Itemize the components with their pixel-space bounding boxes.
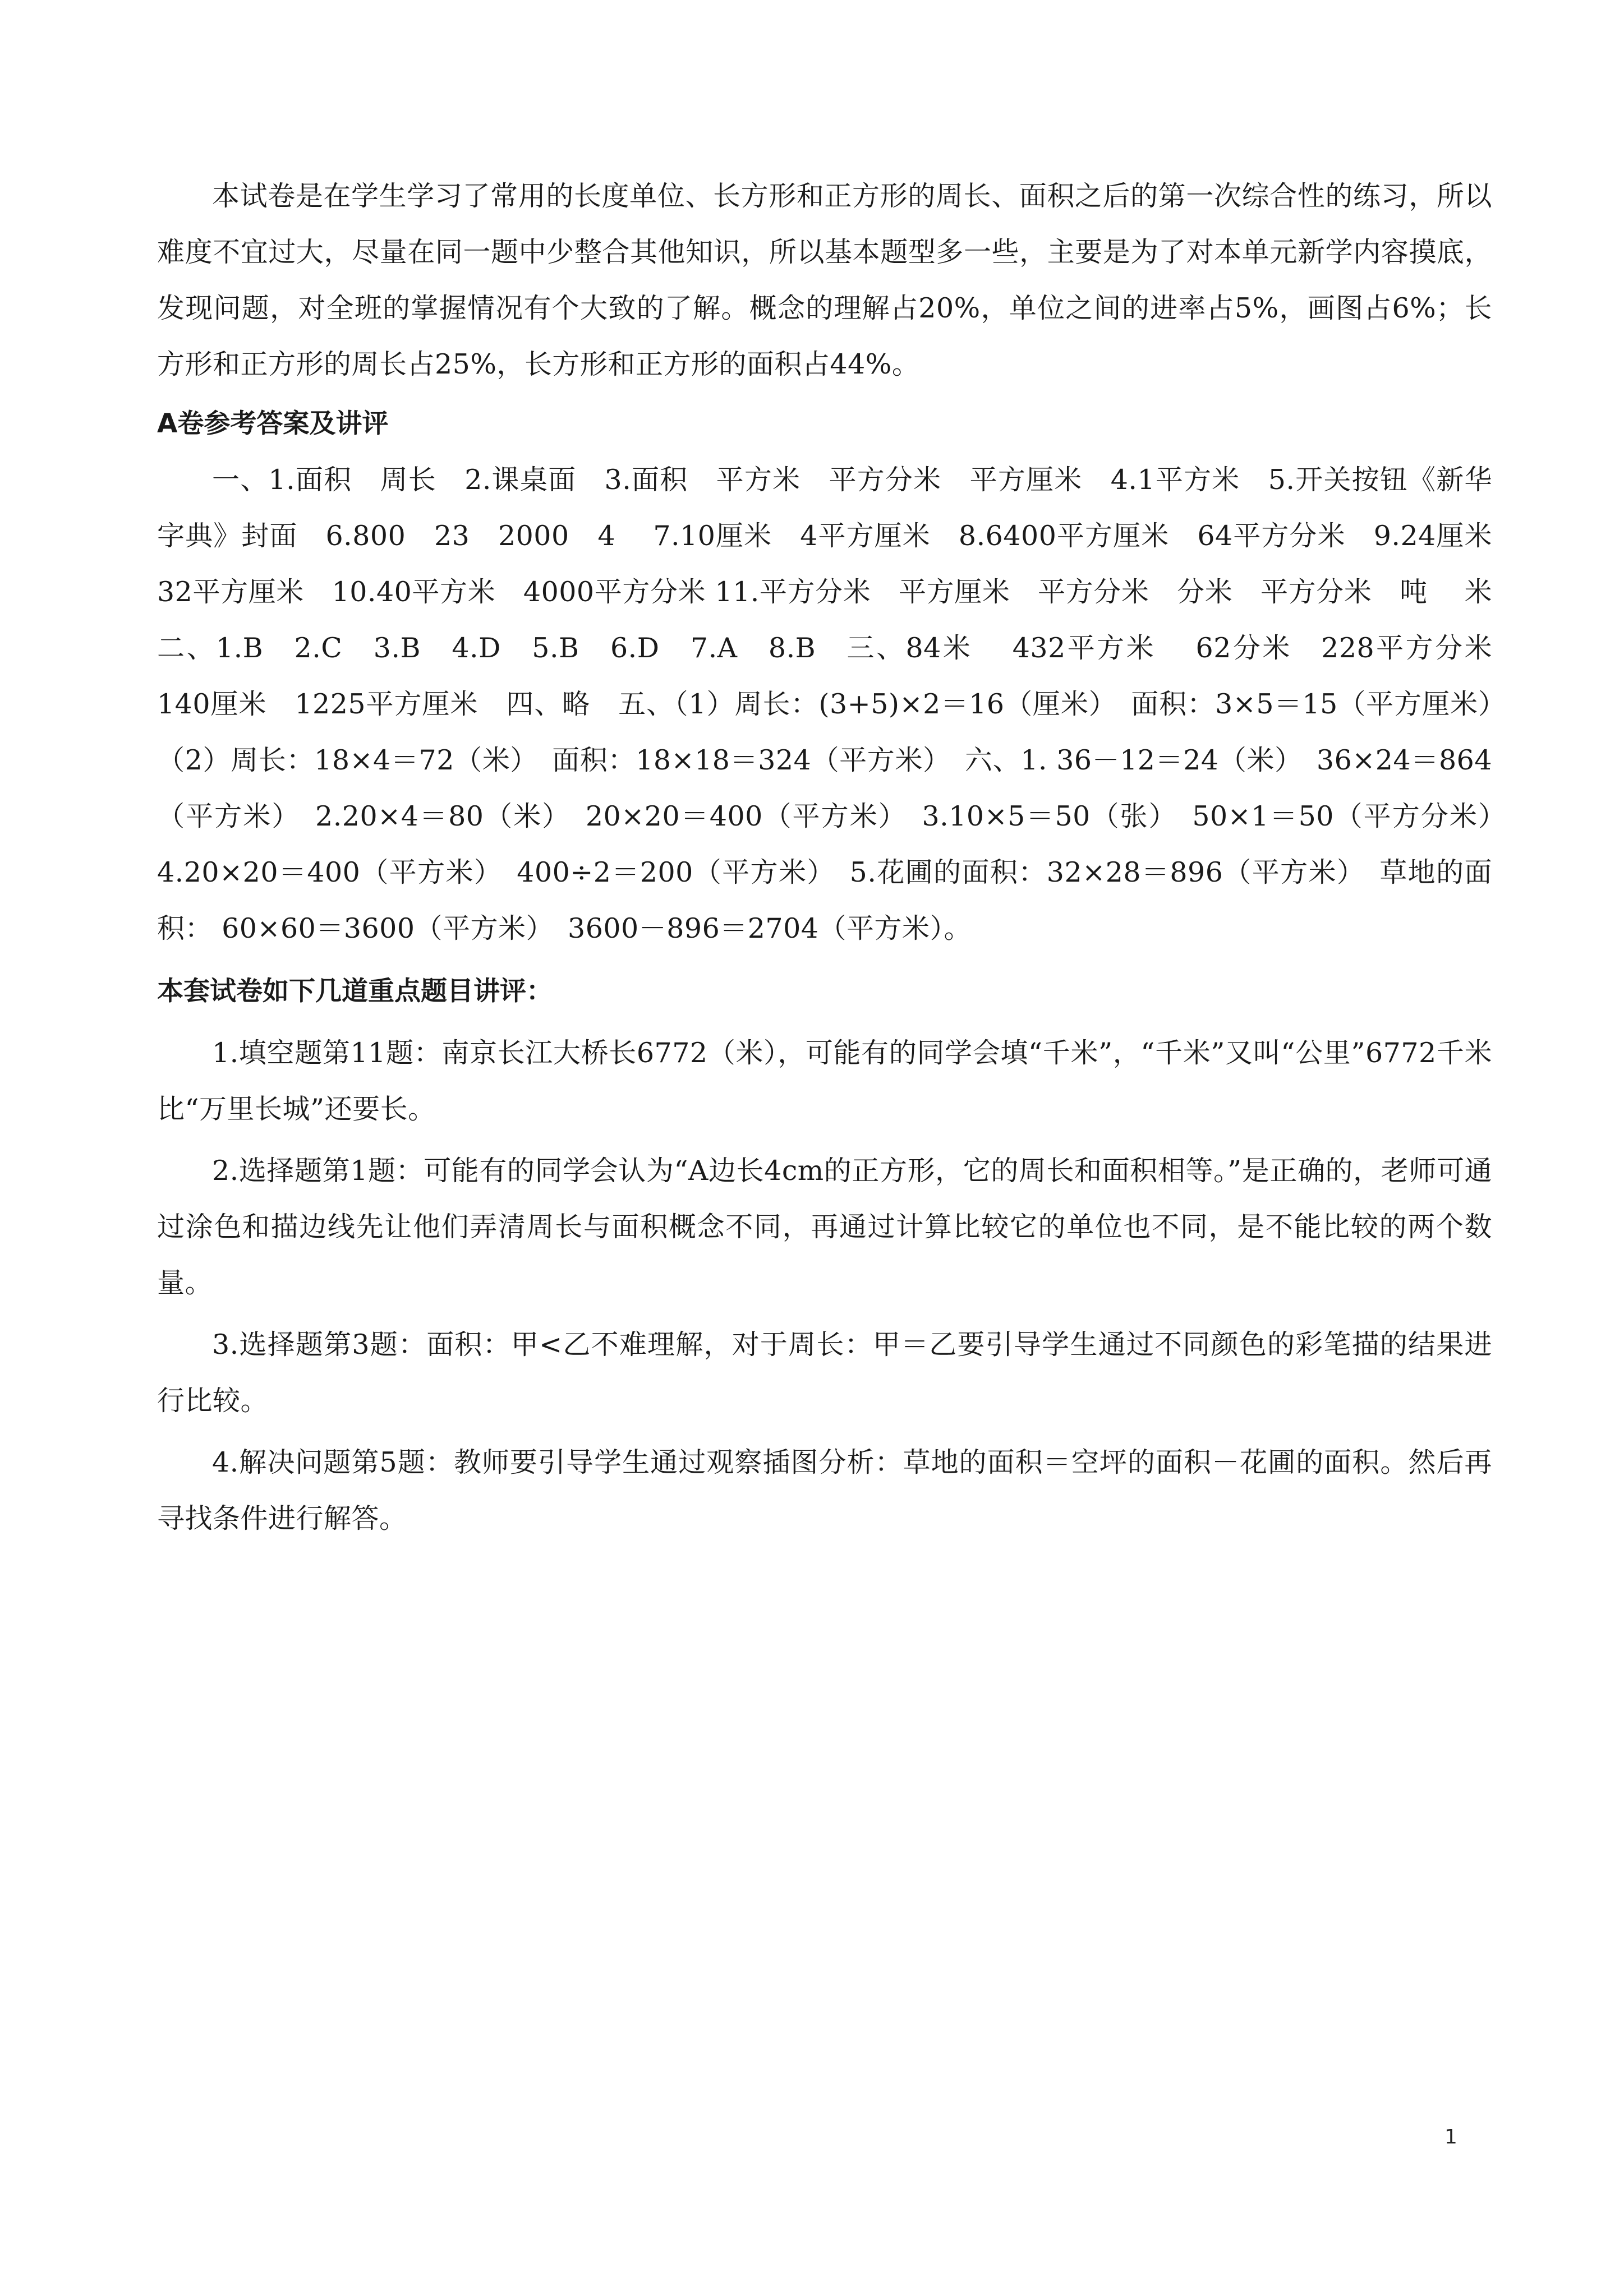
answer-heading: A卷参考答案及讲评 (157, 408, 389, 439)
review-item-3: 3.选择题第3题：面积：甲<乙不难理解，对于周长：甲＝乙要引导学生通过不同颜色的彩笔描的结果进行比较。 (157, 1329, 1492, 1417)
review-item-1: 1.填空题第11题：南京长江大桥长6772（米），可能有的同学会填“千米”，“千米”又叫“公里”6772千米比“万里长城”还要长。 (157, 1037, 1492, 1125)
page-number: 1 (1444, 2126, 1457, 2149)
intro-paragraph: 本试卷是在学生学习了常用的长度单位、长方形和正方形的周长、面积之后的第一次综合性的练习，所以难度不宜过大，尽量在同一题中少整合其他知识，所以基本题型多一些，主要是为了对本单元新学内容摸底，发现问题，对全班的掌握情况有个大致的了解。概念的理解占20%，单位之间的进率占5%，画图占6%；长方形和正方形的周长占25%，长方形和正方形的面积占44%。 (157, 180, 1492, 380)
review-item-4: 4.解决问题第5题：教师要引导学生通过观察插图分析：草地的面积＝空坪的面积－花圃的面积。然后再寻找条件进行解答。 (157, 1446, 1492, 1534)
document-body (157, 168, 1520, 1552)
review-heading: 本套试卷如下几道重点题目讲评： (157, 976, 553, 1007)
review-item-2: 2.选择题第1题：可能有的同学会认为“A边长4cm的正方形，它的周长和面积相等。”是正确的，老师可通过涂色和描边线先让他们弄清周长与面积概念不同，再通过计算比较它的单位也不同，是不能比较的两个数量。 (157, 1155, 1492, 1299)
answer-key-paragraph: 一、1.面积 周长 2.课桌面 3.面积 平方米 平方分米 平方厘米 4.1平方米 5.开关按钮《新华字典》封面 6.800 23 2000 4 7.10厘米 4平方厘米 8.6400平方厘米 64平方分米 9.24厘米 32平方厘米 10.40平方米 4000平方分米 11.平方分米 平方厘米 平方分米 分米 平方分米 吨 米 二、1.B 2.C 3.B 4.D 5.B 6.D 7.A 8.B 三、84米 432平方米 62分米 228平方分米 140厘米 1225平方厘米 四、略 五、（1）周长：(3+5)×2＝16（厘米） 面积：3×5＝15（平方厘米） （2）周长：18×4＝72（米） 面积：18×18＝324（平方米） 六、1. 36－12＝24（米） 36×24＝864（平方米） 2.20×4＝80（米） 20×20＝400（平方米） 3.10×5＝50（张） 50×1＝50（平方分米） 4.20×20＝400（平方米） 400÷2＝200（平方米） 5.花圃的面积：32×28＝896（平方米） 草地的面积： 60×60＝3600（平方米） 3600－896＝2704（平方米）。 (157, 464, 1520, 944)
